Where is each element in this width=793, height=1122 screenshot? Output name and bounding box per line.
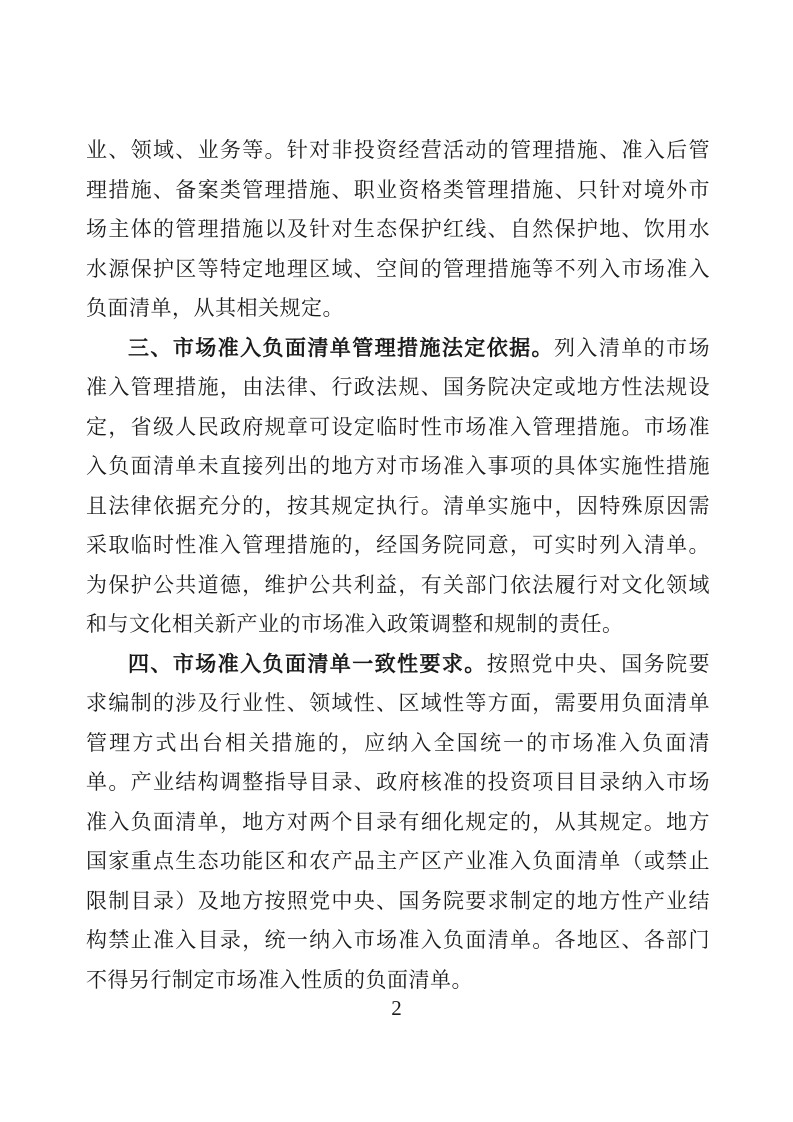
heading-line-text: 按照党中央、国务院要 xyxy=(486,651,710,676)
text-line: 采取临时性准入管理措施的，经国务院同意，可实时列入清单。 xyxy=(86,533,710,557)
text-line: 不得另行制定市场准入性质的负面清单。 xyxy=(86,967,473,992)
text-line: 准入负面清单，地方对两个目录有细化规定的，从其规定。地方 xyxy=(86,809,710,834)
text-line xyxy=(86,645,710,685)
section-heading: 四、市场准入负面清单一致性要求。 xyxy=(128,652,487,676)
heading-line-text: 列入清单的市场 xyxy=(553,335,711,360)
text-line: 水源保护区等特定地理区域、空间的管理措施等不列入市场准入 xyxy=(86,256,710,281)
text-line: 理措施、备案类管理措施、职业资格类管理措施、只针对境外市 xyxy=(86,177,710,202)
text-line: 限制目录）及地方按照党中央、国务院要求制定的地方性产业结 xyxy=(86,888,710,913)
section-heading: 三、市场准入负面清单管理措施法定依据。 xyxy=(128,336,554,360)
text-line: 单。产业结构调整指导目录、政府核准的投资项目目录纳入市场 xyxy=(86,770,710,794)
text-line: 准入管理措施，由法律、行政法规、国务院决定或地方性法规设 xyxy=(86,375,710,399)
text-line: 负面清单，从其相关规定。 xyxy=(86,296,344,320)
text-line: 且法律依据充分的，按其规定执行。清单实施中，因特殊原因需 xyxy=(86,493,710,518)
text-line: 业、领域、业务等。针对非投资经营活动的管理措施、准入后管 xyxy=(86,138,710,162)
text-line: 场主体的管理措施以及针对生态保护红线、自然保护地、饮用水 xyxy=(86,217,710,241)
text-line: 国家重点生态功能区和农产品主产区产业准入负面清单（或禁止 xyxy=(86,849,710,873)
text-line: 求编制的涉及行业性、领域性、区域性等方面，需要用负面清单 xyxy=(86,691,710,715)
text-line: 入负面清单未直接列出的地方对市场准入事项的具体实施性措施 xyxy=(86,454,710,478)
text-line: 管理方式出台相关措施的，应纳入全国统一的市场准入负面清 xyxy=(86,730,710,755)
page-number: 2 xyxy=(391,996,402,1020)
text-line: 为保护公共道德，维护公共利益，有关部门依法履行对文化领域 xyxy=(86,572,710,597)
text-line: 和与文化相关新产业的市场准入政策调整和规制的责任。 xyxy=(86,612,624,636)
text-line: 定，省级人民政府规章可设定临时性市场准入管理措施。市场准 xyxy=(86,414,710,439)
text-block xyxy=(86,131,710,1000)
text-line: 构禁止准入目录，统一纳入市场准入负面清单。各地区、各部门 xyxy=(86,928,710,952)
text-line xyxy=(86,329,710,369)
